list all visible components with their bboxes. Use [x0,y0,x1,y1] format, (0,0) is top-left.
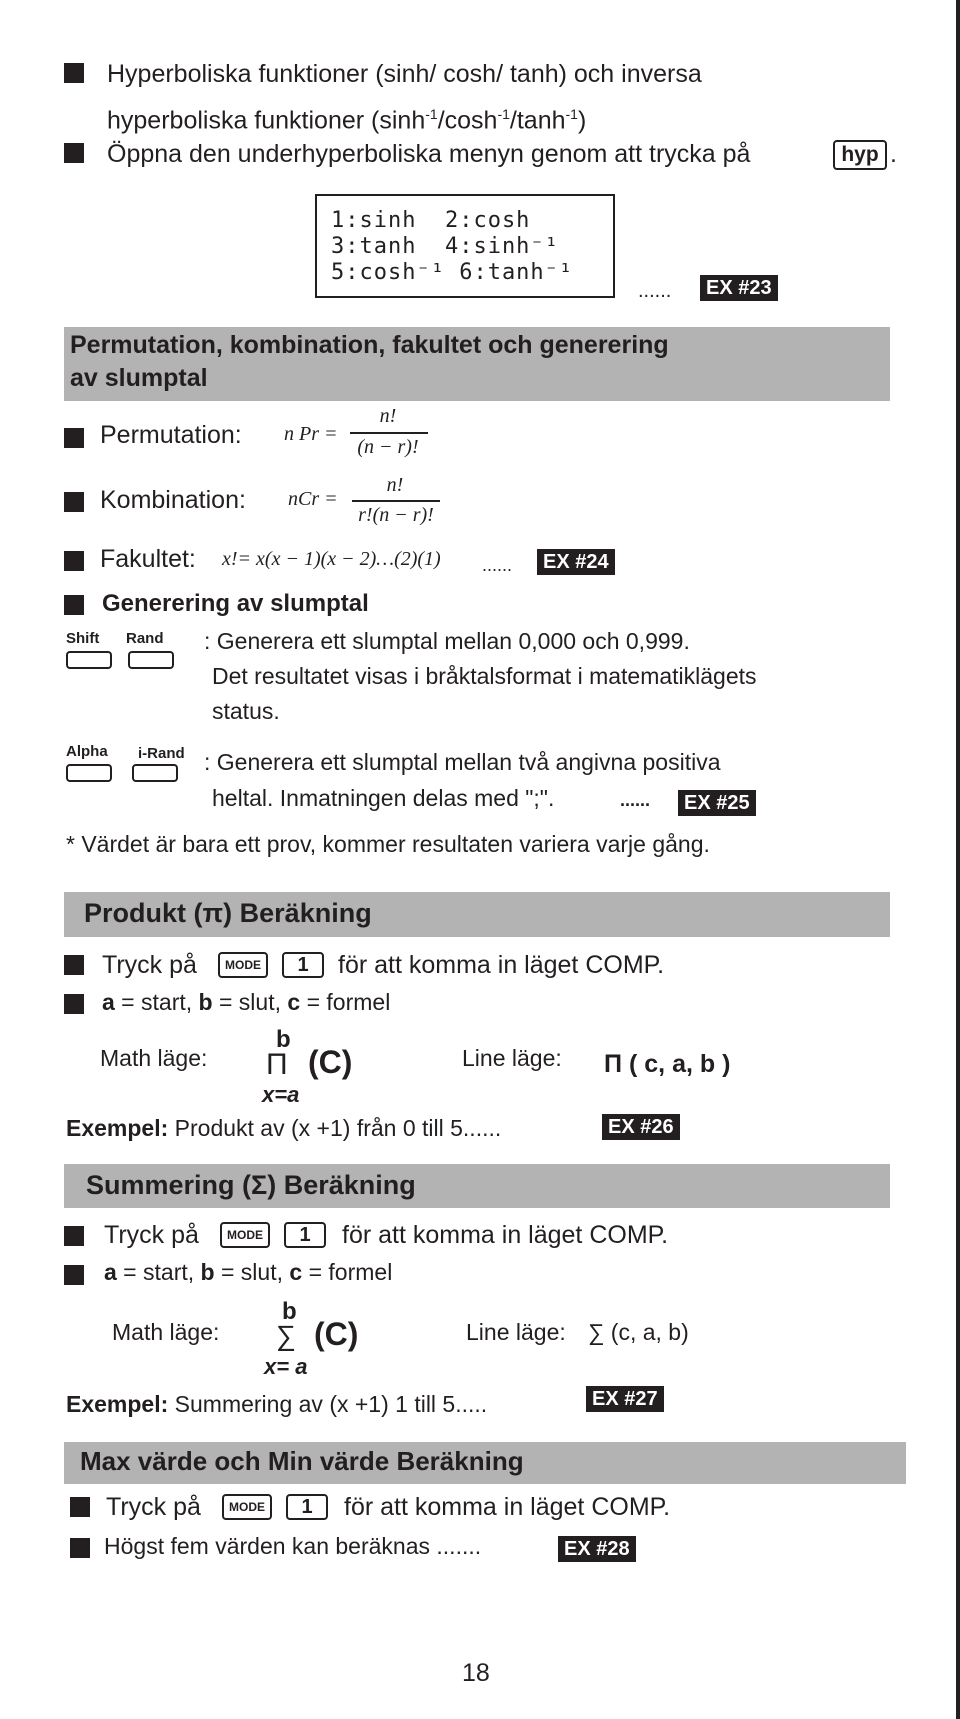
bullet-square [64,1265,84,1285]
press-text: Tryck på [102,951,197,979]
random-note: * Värdet är bara ett prov, kommer resultaten variera varje gång. [66,831,710,857]
example-line: Exempel: Produkt av (x +1) från 0 till 5...... [66,1115,502,1141]
line-mode-label: Line läge: [466,1319,566,1345]
press-text-post: för att komma in läget COMP. [338,951,665,979]
lcd-screen [315,194,615,298]
fak-formula: x!= x(x − 1)(x − 2)…(2)(1) [222,548,441,570]
bullet-square [64,595,84,615]
product-symbol: Π [266,1048,288,1081]
ex-badge: EX #23 [700,275,778,301]
math-mode-label: Math läge: [112,1319,220,1345]
line-mode-label: Line läge: [462,1045,562,1071]
bullet-square [64,143,84,163]
fraction-line [350,432,428,434]
dots: ...... [482,555,513,575]
abc-definition: a = start, b = slut, c = formel [102,989,391,1015]
section-title: Permutation, kombination, fakultet och generering [70,331,669,359]
math-top: b [276,1026,291,1053]
press-text: Tryck på [104,1221,199,1249]
ex-badge: EX #26 [602,1114,680,1140]
bullet-square [64,551,84,571]
max-values-text: Högst fem värden kan beräknas ....... [104,1533,482,1559]
fak-label: Fakultet: [100,545,196,573]
bullet-square [64,955,84,975]
page-number: 18 [462,1659,490,1687]
hyp-key: hyp [833,140,887,170]
example-line: Exempel: Summering av (x +1) 1 till 5..... [66,1391,488,1417]
math-bottom: x= a [264,1354,308,1379]
alpha-key [66,764,112,782]
bullet-square [64,994,84,1014]
one-key: 1 [282,952,324,978]
lcd-row: 1:sinh 2:cosh [331,208,531,233]
perm-numerator: n! [379,405,397,427]
ex-badge: EX #25 [678,790,756,816]
fraction-line [352,500,440,502]
rand-desc-line3: status. [212,698,280,724]
ex-badge: EX #24 [537,549,615,575]
rand-key-label: Rand [126,630,164,647]
section-title: Summering (Σ) Beräkning [86,1170,416,1200]
shift-key [66,651,112,669]
hyperbolic-line3: Öppna den underhyperboliska menyn genom att trycka på [107,140,751,168]
lcd-row: 3:tanh 4:sinh⁻¹ [331,234,559,259]
abc-definition: a = start, b = slut, c = formel [104,1259,393,1285]
math-argument: (C) [308,1044,353,1080]
lcd-row: 5:cosh⁻¹ 6:tanh⁻¹ [331,260,574,285]
komb-denominator: r!(n − r)! [358,504,434,526]
line-expression: ∑ (c, a, b) [588,1319,689,1345]
sum-symbol: ∑ [276,1320,296,1351]
page-edge-line [956,0,960,1719]
rand-key [128,651,174,669]
generation-title: Generering av slumptal [102,590,369,617]
math-argument: (C) [314,1316,359,1352]
bullet-square [64,428,84,448]
perm-denominator: (n − r)! [357,436,419,458]
hyperbolic-line1: Hyperboliska funktioner (sinh/ cosh/ tanh) och inversa [107,60,702,88]
press-text: Tryck på [106,1493,201,1521]
dots: ...... [620,790,651,810]
mode-key: MODE [220,1222,270,1248]
one-key: 1 [286,1494,328,1520]
komb-numerator: n! [386,474,404,496]
one-key: 1 [284,1222,326,1248]
mode-key: MODE [218,952,268,978]
press-text-post: för att komma in läget COMP. [344,1493,671,1521]
irand-key [132,764,178,782]
shift-key-label: Shift [66,630,100,647]
bullet-square [64,63,84,83]
komb-lhs: nCr = [288,488,338,510]
rand-desc-line1: : Generera ett slumptal mellan 0,000 och 0,999. [204,628,690,654]
math-bottom: x=a [262,1082,300,1107]
ex-badge: EX #27 [586,1386,664,1412]
bullet-square [70,1497,90,1517]
section-title: Max värde och Min värde Beräkning [80,1446,524,1476]
bullet-square [64,492,84,512]
hyperbolic-line2: hyperboliska funktioner $(\sinh^{-1}/\cosh^{-1}/\tanh^{-1})$ [107,106,587,135]
line-expression: Π ( c, a, b ) [604,1050,731,1078]
section-title: av slumptal [70,364,208,392]
ex-badge: EX #28 [558,1536,636,1562]
bullet-square [64,1226,84,1246]
perm-lhs: n Pr = [284,423,338,445]
bullet-square [70,1538,90,1558]
rand-desc-line2: Det resultatet visas i bråktalsformat i matematiklägets [212,663,757,689]
perm-label: Permutation: [100,421,242,449]
press-text-post: för att komma in läget COMP. [342,1221,669,1249]
irand-desc-line1: : Generera ett slumptal mellan två angivna positiva [204,749,721,775]
alpha-key-label: Alpha [66,743,108,760]
mode-key: MODE [222,1494,272,1520]
math-top: b [282,1298,297,1325]
irand-key-label: i-Rand [138,745,185,762]
period: . [890,140,897,168]
section-title: Produkt (π) Beräkning [84,898,372,928]
komb-label: Kombination: [100,486,246,514]
dots: ...... [638,280,672,302]
irand-desc-line2: heltal. Inmatningen delas med ";". [212,785,555,811]
math-mode-label: Math läge: [100,1045,208,1071]
